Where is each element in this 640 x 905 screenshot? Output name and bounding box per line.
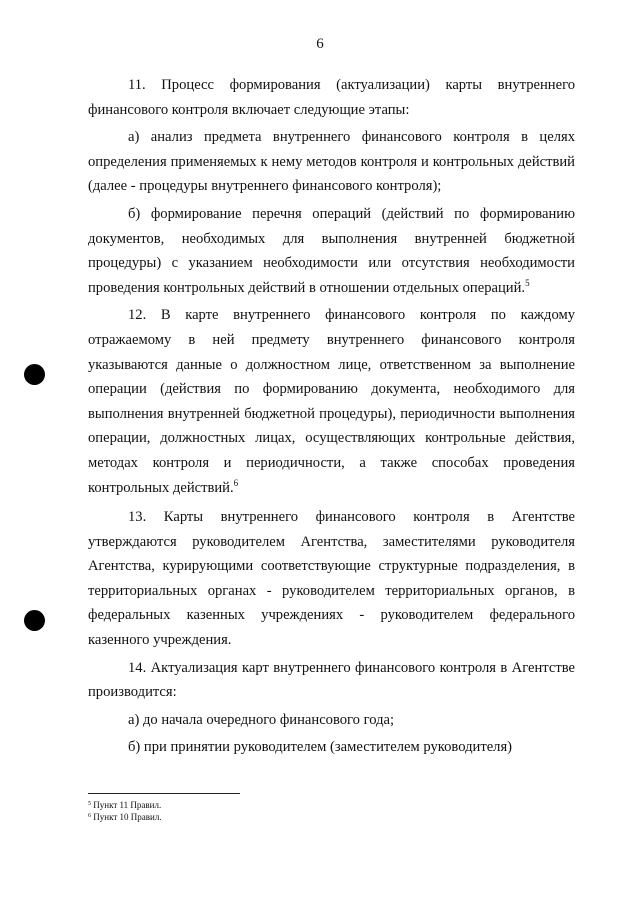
footnotes <box>88 799 162 823</box>
page-number: 6 <box>316 36 324 52</box>
footnote-ref: 6 <box>233 477 239 488</box>
paragraph-13: 13. Карты внутреннего финансового контроля в Агентстве утверждаются руководителем Агентства, заместителями руководителя Агентства, курирующими соответствующие структурные подразделения, в территориальных органах - руководителем территориальных органов, в федеральных казенных учреждениях - руководителем федерального казенного учреждения. <box>88 509 575 649</box>
paragraph-12: 12. В карте внутреннего финансового контроля по каждому отражаемому в ней предмету внутреннего финансового контроля указываются данные о должностном лице, ответственном за выполнение операции (действия по формированию документа, необходимого для выполнения внутренней бюджетной процедуры), периодичности выполнения операции, должностных лицах, осуществляющих контрольные действия, методах контроля и периодичности, а также способах проведения контрольных действий.$^6$ <box>88 307 575 496</box>
paragraph-11-b: б) формирование перечня операций (действий по формированию документов, необходимых для выполнения внутренней бюджетной процедуры) с указанием необходимости или отсутствия необходимости проведения контрольных действий в отношении отдельных операций.$^5$ <box>88 205 575 296</box>
paragraph-14-a: а) до начала очередного финансового года; <box>128 711 395 728</box>
footnote-item: $^6$ Пункт 10 Правил. <box>88 812 162 822</box>
paragraph-14: 14. Актуализация карт внутреннего финансового контроля в Агентстве производится: <box>88 659 575 701</box>
punch-hole-mark <box>24 364 45 385</box>
footnote-item: $^5$ Пункт 11 Правил. <box>88 800 162 810</box>
paragraph-11-a: а) анализ предмета внутреннего финансового контроля в целях определения применяемых к нему методов контроля и контрольных действий (далее - процедуры внутреннего финансового контроля); <box>88 129 575 195</box>
paragraph-11: 11. Процесс формирования (актуализации) карты внутреннего финансового контроля включает следующие этапы: <box>88 77 575 118</box>
footnote-ref: 5 <box>525 277 530 288</box>
punch-hole-mark <box>24 610 45 631</box>
document-body <box>88 73 575 760</box>
paragraph-14-b: б) при принятии руководителем (заместителем руководителя) <box>128 739 513 756</box>
footnote-divider <box>88 793 240 794</box>
